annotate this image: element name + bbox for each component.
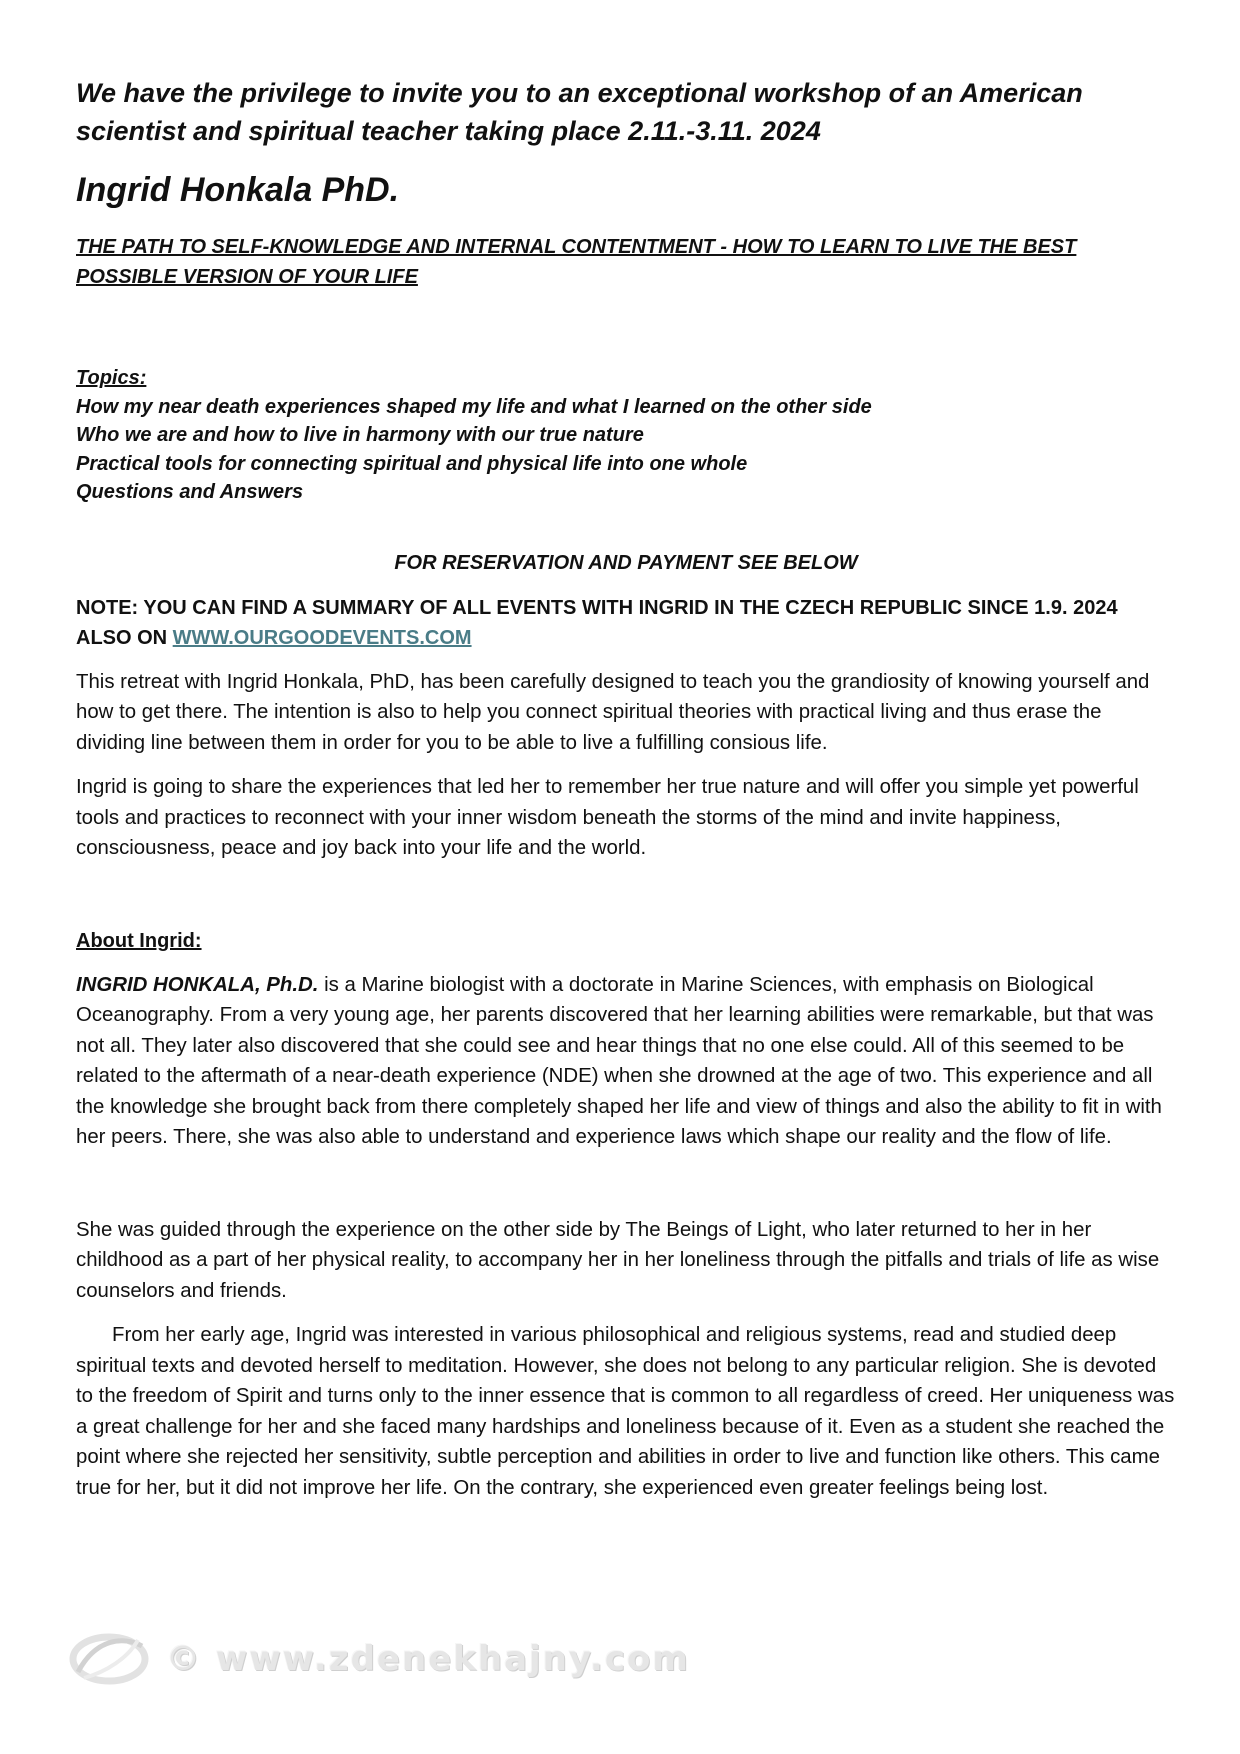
ourgoodevents-link[interactable]: WWW.OURGOODEVENTS.COM [172,626,472,649]
bio-name-lead: INGRID HONKALA, Ph.D. [76,973,319,996]
workshop-subtitle: THE PATH TO SELF-KNOWLEDGE AND INTERNAL CONTENTMENT - HOW TO LEARN TO LIVE THE BEST POSSIBLE VERSION OF YOUR LIFE [76,236,1077,288]
invitation-intro: We have the privilege to invite you to an exceptional workshop of an American scientist and spiritual teacher taking place 2.11.-3.11. 2024 [76,78,1083,146]
reservation-note: FOR RESERVATION AND PAYMENT SEE BELOW [394,551,858,574]
topics-section [76,364,1176,507]
watermark [68,1624,690,1694]
bio-paragraph-3: From her early age, Ingrid was interested in various philosophical and religious systems, read and studied deep spiritual texts and devoted herself to meditation. However, she does not belong to any particular religion. She is devoted to the freedom of Spirit and turns only to the inner essence that is common to all regardless of creed. Her uniqueness was a great challenge for her and she faced many hardships and loneliness because of it. Even as a student she reached the point where she rejected her sensitivity, subtle perception and abilities in order to live and function like others. This came true for her, but it did not improve her life. On the contrary, she experienced even greater feelings being lost. [76,1324,1175,1499]
topic-item: Who we are and how to live in harmony with our true nature [76,424,644,446]
bio-paragraph-1 [76,970,1176,1153]
events-note-text: NOTE: YOU CAN FIND A SUMMARY OF ALL EVENTS WITH INGRID IN THE CZECH REPUBLIC SINCE 1.9. 2024 ALSO ON [76,596,1118,649]
about-heading: About Ingrid: [76,929,202,952]
bio-paragraph-2: She was guided through the experience on the other side by The Beings of Light, who later returned to her in her childhood as a part of her physical reality, to accompany her in her loneliness through the pitfalls and trials of life as wise counselors and friends. [76,1218,1160,1302]
speaker-name: Ingrid Honkala PhD. [76,171,400,209]
topics-heading: Topics: [76,367,147,389]
document-page [76,74,1176,1503]
topic-item: How my near death experiences shaped my life and what I learned on the other side [76,395,872,418]
retreat-paragraph: This retreat with Ingrid Honkala, PhD, has been carefully designed to teach you the grandiosity of knowing yourself and how to get there. The intention is also to help you connect spiritual theories with practical living and thus erase the dividing line between them in order for you to be able to live a fulfilling consious life. [76,670,1150,754]
watermark-text: © www.zdenekhajny.com [166,1639,690,1679]
swirl-logo-icon [68,1628,150,1690]
events-note [76,593,1176,653]
topic-item: Practical tools for connecting spiritual and physical life into one whole [76,452,748,475]
bio-paragraph-1-text: is a Marine biologist with a doctorate in Marine Sciences, with emphasis on Biological Oceanography. From a very young age, her parents discovered that her learning abilities were remarkable, but that was not all. They later also discovered that she could see and hear things that no one else could. All of this seemed to be related to the aftermath of a near-death experience (NDE) when she drowned at the age of two. This experience and all the knowledge she brought back from there completely shaped her life and view of things and also the ability to fit in with her peers. There, she was also able to understand and experience laws which shape our reality and the flow of life. [76,973,1162,1148]
share-paragraph: Ingrid is going to share the experiences that led her to remember her true nature and will offer you simple yet powerful tools and practices to reconnect with your inner wisdom beneath the storms of the mind and invite happiness, consciousness, peace and joy back into your life and the world. [76,776,1139,859]
topic-item: Questions and Answers [76,481,304,503]
